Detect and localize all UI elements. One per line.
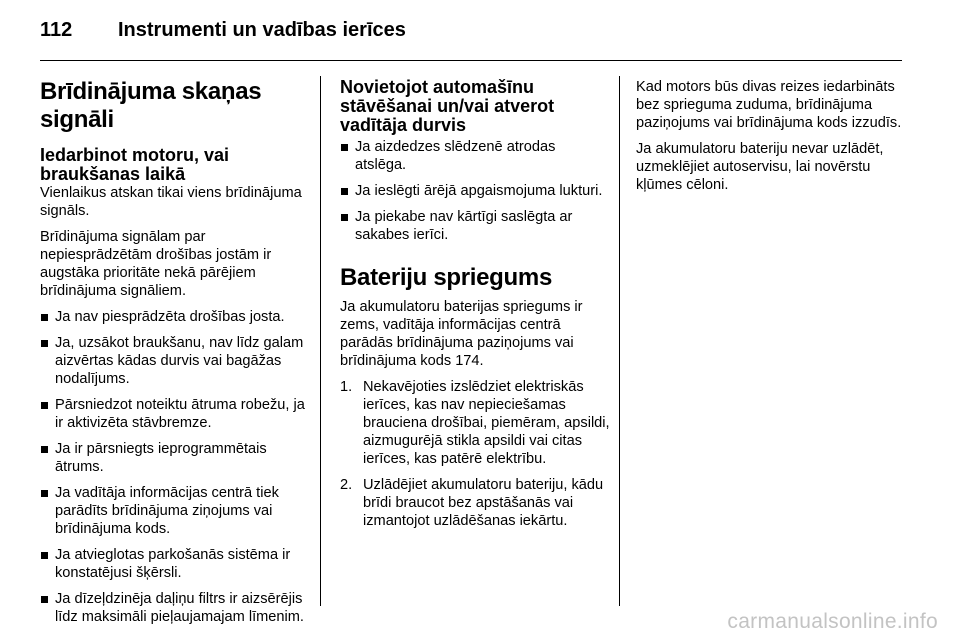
bullet-square-icon [41,596,48,603]
column-divider-2 [619,76,620,606]
column-1 [40,78,305,634]
paragraph: Vienlaikus atskan tikai viens brīdinājuma signāls. [40,185,302,219]
column-divider-1 [320,76,321,606]
bullet-square-icon [41,446,48,453]
bullet-list [340,138,610,244]
paragraph: Brīdinājuma signālam par nepiesprādzētām drošības jostām ir augstāka prioritāte nekā pārējiem brīdinājuma signāliem. [40,229,272,299]
bullet-square-icon [341,188,348,195]
column-2 [340,78,610,538]
numbered-list [340,378,610,530]
watermark: carmanualsonline.info [727,610,938,633]
list-item: Pārsniedzot noteiktu ātruma robežu, ja ir aktivizēta stāvbremze. [40,396,305,432]
bullet-square-icon [341,214,348,221]
paragraph: Kad motors būs divas reizes iedarbināts bez sprieguma zuduma, brīdinājuma paziņojums vai brīdinājuma kods izzudīs. [636,79,902,131]
list-item: Ja nav piesprādzēta drošības josta. [40,308,305,326]
header-rule [40,60,902,61]
list-item: Ja piekabe nav kārtīgi saslēgta ar sakabes ierīci. [340,208,610,244]
subheading-parking: Novietojot automašīnu stāvēšanai un/vai atverot vadītāja durvis [340,77,555,135]
list-item: Ja aizdedzes slēdzenē atrodas atslēga. [340,138,610,174]
list-item: Ja dīzeļdzinēja daļiņu filtrs ir aizsērējis līdz maksimāli pieļaujamajam līmenim. [40,590,305,626]
bullet-square-icon [41,340,48,347]
bullet-square-icon [41,490,48,497]
page-number: 112 [40,19,73,41]
section-heading-battery-voltage: Bateriju spriegums [340,264,552,291]
bullet-square-icon [41,402,48,409]
list-item: Ja vadītāja informācijas centrā tiek parādīts brīdinājuma ziņojums vai brīdinājuma kods. [40,484,305,538]
paragraph: Ja akumulatoru bateriju nevar uzlādēt, uzmeklējiet autoservisu, lai novērstu kļūmes cēloni. [636,141,884,193]
column-3 [636,78,906,202]
list-item: 1. Nekavējoties izslēdziet elektriskās ierīces, kas nav nepieciešamas brauciena drošībai, piemēram, apsildi, aizmugurējā stikla apsildi vai citas ierīces, kas patērē elektrību. [340,379,610,467]
bullet-square-icon [341,144,348,151]
list-item: 2. Uzlādējiet akumulatoru bateriju, kādu brīdi braucot bez apstāšanās vai izmantojot uzlādēšanas iekārtu. [340,477,604,529]
page-header [40,19,902,49]
running-title: Instrumenti un vadības ierīces [118,19,406,41]
list-item: Ja atvieglotas parkošanās sistēma ir konstatējusi šķērsli. [40,546,305,582]
bullet-list [40,308,305,626]
bullet-square-icon [41,552,48,559]
subheading-starting-engine: Iedarbinot motoru, vai braukšanas laikā [40,145,230,184]
list-item: Ja ir pārsniegts ieprogrammētais ātrums. [40,440,305,476]
section-heading-warning-chimes: Brīdinājuma skaņas signāli [40,78,262,133]
paragraph: Ja akumulatoru baterijas spriegums ir zems, vadītāja informācijas centrā parādās brīdinājuma paziņojums vai brīdinājuma kods 174. [340,299,583,369]
bullet-square-icon [41,314,48,321]
list-item: Ja, uzsākot braukšanu, nav līdz galam aizvērtas kādas durvis vai bagāžas nodalījums. [40,334,305,388]
list-item: Ja ieslēgti ārējā apgaismojuma lukturi. [340,182,610,200]
